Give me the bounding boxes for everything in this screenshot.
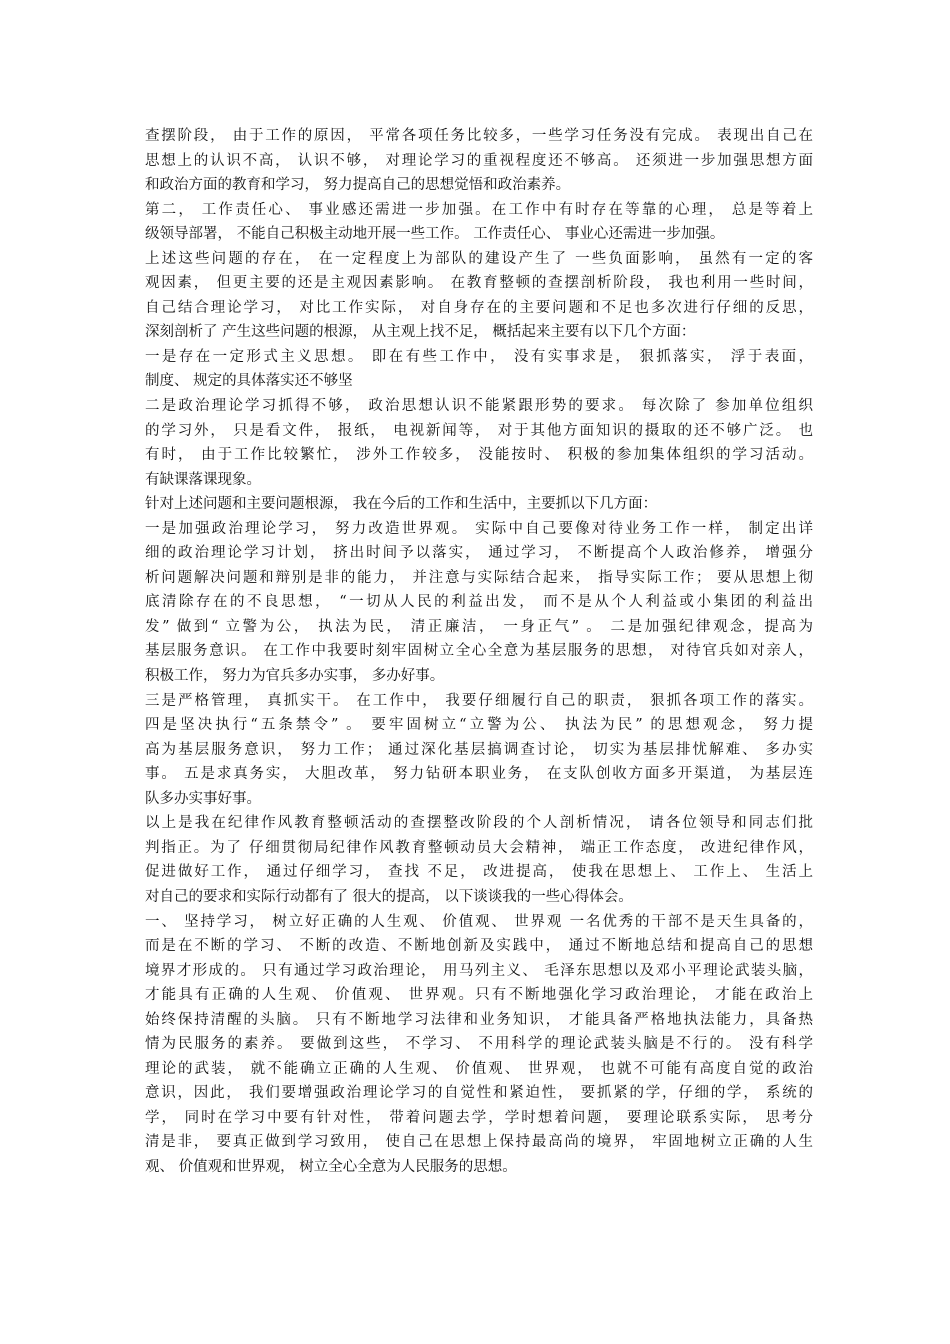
text-line: 积极工作， 努力为官兵多办实事， 多办好事。	[145, 668, 445, 685]
text-line: 查摆阶段， 由于工作的原因， 平常各项任务比较多，一些学习任务没有完成。 表现出自己在	[145, 128, 813, 144]
text-line: 观、 价值观和世界观， 树立全心全意为人民服务的思想。	[145, 1158, 517, 1175]
text-line: 上述这些问题的存在， 在一定程度上为部队的建设产生了 一些负面影响， 虽然有一定的客	[145, 250, 813, 267]
text-line: 底清除存在的不良思想， “一切从人民的利益出发， 而不是从个人利益或小集团的利益出	[145, 594, 813, 611]
text-line: 事。 五是求真务实， 大胆改革， 努力钻研本职业务， 在支队创收方面多开渠道， 为基层连	[145, 766, 813, 783]
text-line: 有时， 由于工作比较繁忙， 涉外工作较多， 没能按时、 积极的参加集体组织的学习活动。	[145, 447, 813, 464]
text-line: 情为民服务的素养。 要做到这些， 不学习、 不用科学的理论武装头脑是不行的。 没有科学	[145, 1036, 813, 1053]
text-line: 的学习外， 只是看文件， 报纸， 电视新闻等， 对于其他方面知识的摄取的还不够广泛。 也	[145, 422, 813, 439]
text-line: 和政治方面的教育和学习， 努力提高自己的思想觉悟和政治素养。	[145, 177, 571, 194]
text-line: 对自己的要求和实际行动都有了 很大的提高， 以下谈谈我的一些心得体会。	[145, 888, 633, 905]
text-line: 四是坚决执行“五条禁令” 。 要牢固树立“立警为公、 执法为民” 的思想观念， 努力提	[145, 717, 813, 734]
text-line: 判指正。为了 仔细贯彻局纪律作风教育整顿动员大会精神， 端正工作态度， 改进纪律作风，	[145, 839, 813, 856]
text-line: 深刻剖析了 产生这些问题的根源， 从主观上找不足， 概括起来主要有以下几个方面：	[145, 324, 696, 341]
text-line: 自己结合理论学习， 对比工作实际， 对自身存在的主要问题和不足也多次进行仔细的反思，	[145, 299, 813, 316]
text-line: 级领导部署， 不能自己积极主动地开展一些工作。 工作责任心、 事业心还需进一步加强。	[145, 226, 725, 243]
text-line: 而是在不断的学习、 不断的改造、不断地创新及实践中， 通过不断地总结和提高自己的思想	[145, 938, 813, 955]
text-line: 析问题解决问题和辩别是非的能力， 并注意与实际结合起来， 指导实际工作； 要从思想上彻	[145, 569, 813, 586]
text-line: 思想上的认识不高， 认识不够， 对理论学习的重视程度还不够高。 还须进一步加强思想方面	[145, 152, 813, 169]
text-line: 第二， 工作责任心、 事业感还需进一步加强。在工作中有时存在等靠的心理， 总是等着上	[145, 201, 813, 218]
text-line: 细的政治理论学习计划， 挤出时间予以落实， 通过学习， 不断提高个人政治修养， 增强分	[145, 545, 813, 562]
text-line: 一是加强政治理论学习， 努力改造世界观。 实际中自己要像对待业务工作一样， 制定出详	[145, 520, 813, 537]
text-line: 始终保持清醒的头脑。 只有不断地学习法律和业务知识， 才能具备严格地执法能力，具备热	[145, 1011, 813, 1028]
text-line: 促进做好工作， 通过仔细学习， 查找 不足， 改进提高， 使我在思想上、 工作上、 生活上	[145, 864, 813, 881]
text-line: 发” 做到“ 立警为公， 执法为民， 清正廉洁， 一身正气” 。 二是加强纪律观念，提高为	[145, 618, 813, 635]
text-line: 制度、 规定的具体落实还不够坚	[145, 373, 353, 390]
text-line: 有缺课落课现象。	[145, 471, 261, 488]
text-line: 一是存在一定形式主义思想。 即在有些工作中， 没有实事求是， 狠抓落实， 浮于表面，	[145, 348, 813, 365]
text-line: 以上是我在纪律作风教育整顿活动的查摆整改阶段的个人剖析情况， 请各位领导和同志们批	[145, 815, 813, 832]
text-line: 二是政治理论学习抓得不够， 政治思想认识不能紧跟形势的要求。 每次除了 参加单位组织	[145, 398, 813, 415]
text-line: 意识，因此， 我们要增强政治理论学习的自觉性和紧迫性， 要抓紧的学，仔细的学， 系统的	[145, 1085, 813, 1102]
document-body	[145, 124, 813, 1180]
text-line: 一、 坚持学习， 树立好正确的人生观、 价值观、 世界观 一名优秀的干部不是天生具备的，	[145, 913, 813, 930]
text-line: 基层服务意识。 在工作中我要时刻牢固树立全心全意为基层服务的思想， 对待官兵如对亲人，	[145, 643, 813, 660]
text-line: 学， 同时在学习中要有针对性， 带着问题去学，学时想着问题， 要理论联系实际， 思考分	[145, 1109, 813, 1126]
text-line: 针对上述问题和主要问题根源， 我在今后的工作和生活中，主要抓以下几方面：	[145, 496, 658, 513]
text-line: 高为基层服务意识， 努力工作； 通过深化基层搞调查讨论， 切实为基层排忧解难、 多办实	[145, 741, 813, 758]
text-line: 观因素， 但更主要的还是主观因素影响。 在教育整顿的查摆剖析阶段， 我也利用一些时间，	[145, 275, 813, 292]
text-line: 清是非， 要真正做到学习致用， 使自己在思想上保持最高尚的境界， 牢固地树立正确的人生	[145, 1134, 813, 1151]
text-line: 理论的武装， 就不能确立正确的人生观、 价值观、 世界观， 也就不可能有高度自觉的政治	[145, 1060, 813, 1077]
text-line: 才能具有正确的人生观、 价值观、 世界观。只有不断地强化学习政治理论， 才能在政治上	[145, 987, 813, 1004]
text-line: 境界才形成的。 只有通过学习政治理论， 用马列主义、 毛泽东思想以及邓小平理论武装头脑，	[145, 962, 813, 979]
text-line: 三是严格管理， 真抓实干。 在工作中， 我要仔细履行自己的职责， 狠抓各项工作的落实。	[145, 692, 813, 709]
text-line: 队多办实事好事。	[145, 790, 261, 807]
